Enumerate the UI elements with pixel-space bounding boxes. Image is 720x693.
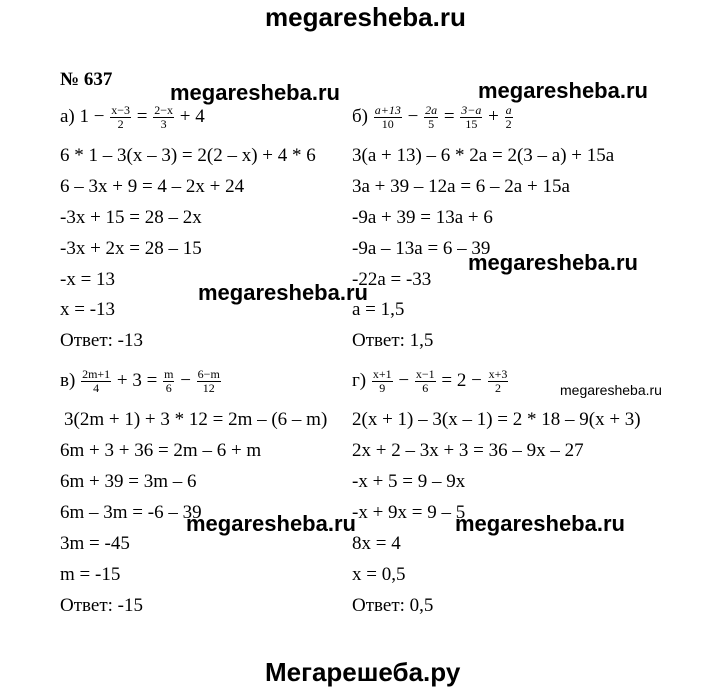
fraction: [153, 104, 174, 131]
part-g-label: г): [352, 369, 367, 391]
part-b-line: -9a + 39 = 13a + 6: [352, 207, 493, 228]
fraction: [505, 104, 513, 131]
numerator: 2a: [425, 103, 438, 117]
part-a-line: -3x + 2x = 28 – 15: [60, 238, 202, 259]
part-g-line: -x + 5 = 9 – 9x: [352, 471, 466, 492]
fraction: [460, 104, 482, 131]
part-b-line: a = 1,5: [352, 299, 405, 320]
eq-term: + 3 =: [116, 369, 158, 391]
part-g-line: 8x = 4: [352, 533, 401, 554]
part-a-line: x = -13: [60, 299, 116, 320]
part-g-line: -x + 9x = 9 – 5: [352, 502, 466, 523]
numerator: x+1: [372, 367, 392, 381]
part-v-label: в): [60, 369, 76, 391]
part-b-line: 3(a + 13) – 6 * 2a = 2(3 – a) + 15a: [352, 145, 615, 166]
numerator: 3−a: [461, 103, 482, 117]
denominator: 2: [505, 117, 512, 131]
eq-term: = 2 −: [441, 369, 482, 391]
eq-term: +: [488, 105, 499, 127]
eq-term: −: [398, 369, 410, 391]
numerator: 2m+1: [82, 367, 111, 381]
numerator: 6−m: [197, 367, 220, 381]
part-g-line: 2x + 2 – 3x + 3 = 36 – 9x – 27: [352, 440, 584, 461]
part-v-line: m = -15: [60, 564, 121, 585]
eq-term: =: [443, 105, 455, 127]
denominator: 5: [428, 117, 435, 131]
part-b-answer: Ответ: 1,5: [352, 330, 434, 351]
watermark: megaresheba.ru: [186, 511, 356, 536]
part-b-line: -9a – 13a = 6 – 39: [352, 238, 491, 259]
denominator: 4: [93, 381, 100, 395]
part-a-line: 6 * 1 – 3(x – 3) = 2(2 – x) + 4 * 6: [60, 145, 316, 166]
fraction: [163, 368, 174, 395]
numerator: x−1: [415, 367, 435, 381]
denominator: 12: [202, 381, 215, 395]
denominator: 6: [422, 381, 429, 395]
part-v-line: 3(2m + 1) + 3 * 12 = 2m – (6 – m): [64, 409, 328, 430]
part-a-equation: [60, 104, 205, 131]
numerator: x−3: [111, 103, 131, 117]
watermark: megaresheba.ru: [478, 78, 648, 103]
part-b-label: б): [352, 105, 368, 127]
part-v-line: 6m + 3 + 36 = 2m – 6 + m: [60, 440, 262, 461]
eq-term: + 4: [179, 105, 205, 127]
numerator: a: [505, 103, 512, 117]
fraction: [415, 368, 436, 395]
fraction: [197, 368, 221, 395]
denominator: 2: [494, 381, 501, 395]
part-b-line: -22a = -33: [352, 269, 432, 290]
numerator: x+3: [488, 367, 508, 381]
denominator: 3: [160, 117, 167, 131]
denominator: 15: [465, 117, 478, 131]
part-v-line: 3m = -45: [60, 533, 130, 554]
numerator: m: [164, 367, 174, 381]
watermark: megaresheba.ru: [170, 80, 340, 105]
site-header: megaresheba.ru: [265, 2, 466, 32]
part-a-label: а): [60, 105, 75, 127]
part-g-line: x = 0,5: [352, 564, 406, 585]
fraction: [110, 104, 131, 131]
fraction: [374, 104, 402, 131]
part-b-equation: [352, 104, 514, 131]
part-v-line: 6m + 39 = 3m – 6: [60, 471, 197, 492]
numerator: 2−x: [154, 103, 174, 117]
fraction: [424, 104, 438, 131]
part-v-line: 6m – 3m = -6 – 39: [60, 502, 202, 523]
eq-term: =: [136, 105, 148, 127]
part-g-line: 2(x + 1) – 3(x – 1) = 2 * 18 – 9(x + 3): [352, 409, 641, 430]
denominator: 10: [381, 117, 394, 131]
part-g-equation: [352, 368, 509, 395]
part-a-answer: Ответ: -13: [60, 330, 143, 351]
fraction: [372, 368, 393, 395]
eq-term: −: [407, 105, 419, 127]
eq-term: 1 −: [79, 105, 105, 127]
numerator: a+13: [374, 103, 401, 117]
part-v-answer: Ответ: -15: [60, 595, 143, 616]
watermark: megaresheba.ru: [198, 280, 368, 305]
denominator: 9: [379, 381, 386, 395]
part-g-answer: Ответ: 0,5: [352, 595, 434, 616]
site-footer: Мегарешеба.ру: [265, 657, 461, 687]
part-v-equation: [60, 368, 222, 395]
part-a-line: 6 – 3x + 9 = 4 – 2x + 24: [60, 176, 245, 197]
eq-term: −: [180, 369, 191, 391]
problem-number: № 637: [60, 69, 113, 90]
watermark: megaresheba.ru: [468, 250, 638, 275]
watermark: megaresheba.ru: [560, 382, 662, 398]
denominator: 6: [165, 381, 172, 395]
fraction: [488, 368, 509, 395]
part-a-line: -x = 13: [60, 269, 116, 290]
denominator: 2: [117, 117, 124, 131]
part-a-line: -3x + 15 = 28 – 2x: [60, 207, 202, 228]
part-b-line: 3a + 39 – 12a = 6 – 2a + 15a: [352, 176, 570, 197]
watermark: megaresheba.ru: [455, 511, 625, 536]
fraction: [81, 368, 111, 395]
